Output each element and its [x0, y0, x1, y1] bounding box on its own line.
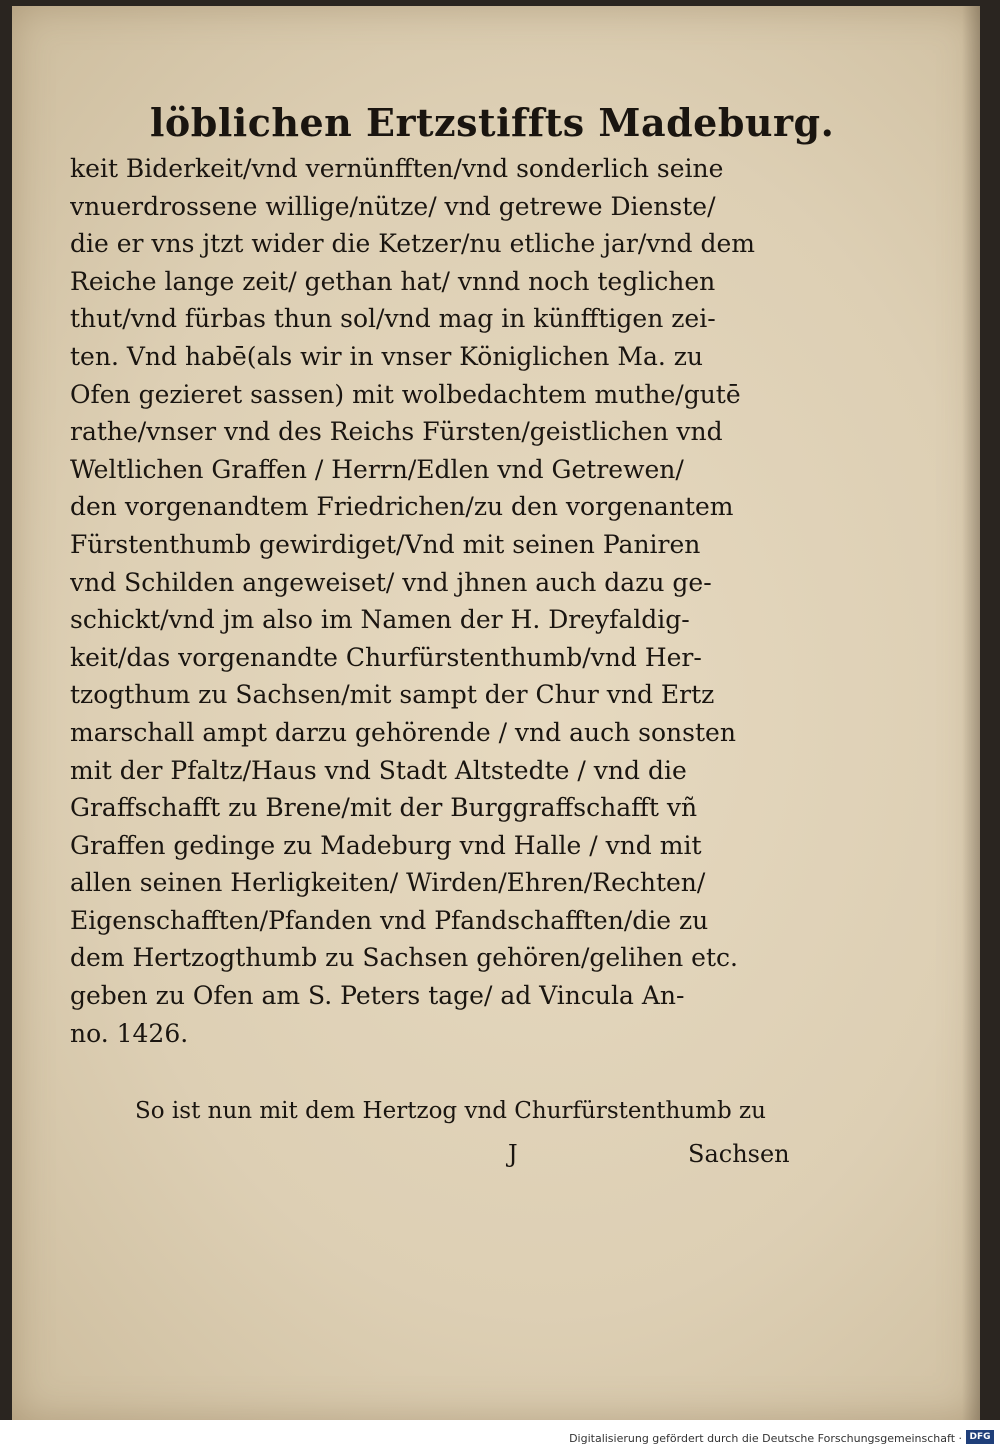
text-line: rathe/vnser vnd des Reichs Fürsten/geistlichen vnd	[70, 417, 723, 447]
text-line: thut/vnd fürbas thun sol/vnd mag in künfftigen zei-	[70, 304, 716, 334]
dfg-logo: DFG	[966, 1430, 994, 1444]
text-line: vnd Schilden angeweiset/ vnd jhnen auch dazu ge-	[70, 567, 712, 597]
text-line: no. 1426.	[70, 1018, 189, 1048]
text-line: ten. Vnd habē(als wir in vnser Königlichen Ma. zu	[70, 341, 704, 371]
footer-line: So ist nun mit dem Hertzog vnd Churfürstenthumb zu	[135, 1098, 766, 1124]
text-line: die er vns jtzt wider die Ketzer/nu etliche jar/vnd dem	[70, 229, 755, 259]
text-line: tzogthum zu Sachsen/mit sampt der Chur vnd Ertz	[70, 680, 715, 710]
text-line: Fürstenthumb gewirdiget/Vnd mit seinen Paniren	[70, 529, 701, 559]
text-line: Graffschafft zu Brene/mit der Burggraffschafft vñ	[70, 793, 698, 823]
body-text	[70, 150, 830, 1052]
text-line: dem Hertzogthumb zu Sachsen gehören/gelihen etc.	[70, 943, 738, 973]
text-line: schickt/vnd jm also im Namen der H. Dreyfaldig-	[70, 605, 690, 635]
funding-credit: Digitalisierung gefördert durch die Deutsche Forschungsgemeinschaft ·	[569, 1432, 962, 1445]
text-line: allen seinen Herligkeiten/ Wirden/Ehren/Rechten/	[70, 868, 706, 898]
running-header: löblichen Ertzstiffts Madeburg.	[150, 100, 835, 145]
text-line: Weltlichen Graffen / Herrn/Edlen vnd Getrewen/	[70, 454, 684, 484]
text-line: keit/das vorgenandte Churfürstenthumb/vnd Her-	[70, 642, 702, 672]
text-line: Ofen gezieret sassen) mit wolbedachtem muthe/gutē	[70, 379, 741, 409]
signature-mark: J	[508, 1140, 518, 1168]
catchword: Sachsen	[688, 1140, 790, 1168]
text-line: marschall ampt darzu gehörende / vnd auch sonsten	[70, 717, 736, 747]
text-line: keit Biderkeit/vnd vernünfften/vnd sonderlich seine	[70, 154, 724, 183]
text-line: den vorgenandtem Friedrichen/zu den vorgenantem	[70, 492, 734, 522]
text-line: mit der Pfaltz/Haus vnd Stadt Altstedte / vnd die	[70, 755, 687, 785]
page-edge-shadow	[962, 6, 980, 1420]
text-line: geben zu Ofen am S. Peters tage/ ad Vincula An-	[70, 981, 685, 1011]
text-line: Reiche lange zeit/ gethan hat/ vnnd noch teglichen	[70, 266, 716, 296]
text-line: Graffen gedinge zu Madeburg vnd Halle / vnd mit	[70, 830, 702, 860]
text-line: Eigenschafften/Pfanden vnd Pfandschafften/die zu	[70, 905, 709, 935]
text-line: vnuerdrossene willige/nütze/ vnd getrewe Dienste/	[70, 191, 716, 221]
